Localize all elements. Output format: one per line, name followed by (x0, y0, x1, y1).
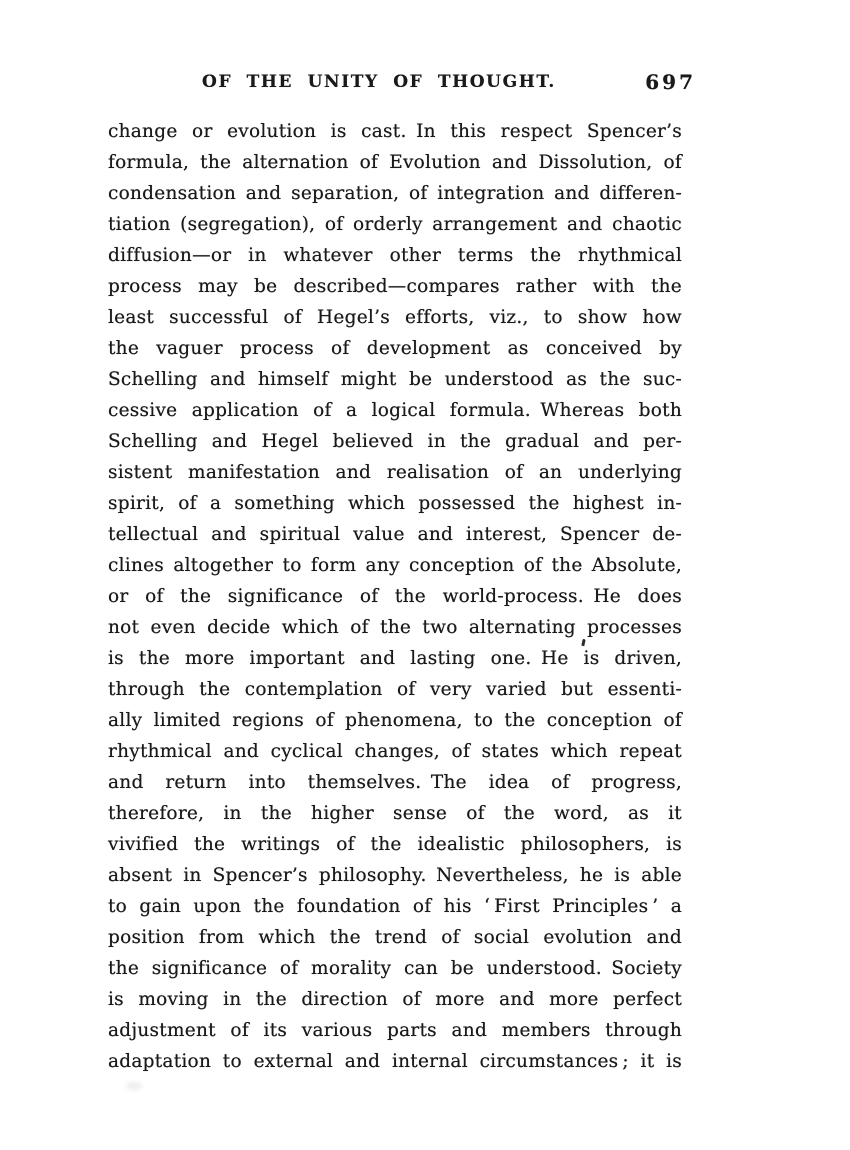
text-line: cessive application of a logical formula. Whereas both (108, 400, 682, 421)
text-line: to gain upon the foundation of his ‘ First Principles ’ a (108, 896, 682, 917)
text-line: tellectual and spiritual value and interest, Spencer de- (108, 524, 682, 545)
text-line: is the more important and lasting one. He is driven, (108, 648, 682, 669)
text-line: diffusion—or in whatever other terms the rhythmical (108, 245, 682, 266)
text-line: spirit, of a something which possessed the highest in- (108, 493, 682, 514)
text-line: ally limited regions of phenomena, to the conception of (108, 710, 682, 731)
text-line: and return into themselves. The idea of progress, (108, 772, 682, 793)
text-line: Schelling and himself might be understood as the suc- (108, 369, 682, 390)
text-line: process may be described—compares rather with the (108, 276, 682, 297)
text-line: position from which the trend of social evolution and (108, 927, 682, 948)
text-line: vivified the writings of the idealistic philosophers, is (108, 834, 682, 855)
text-line: condensation and separation, of integration and differen- (108, 183, 682, 204)
text-line: rhythmical and cyclical changes, of states which repeat (108, 741, 682, 762)
text-line: clines altogether to form any conception of the Absolute, (108, 555, 682, 576)
scan-smudge (126, 1082, 142, 1090)
text-line: therefore, in the higher sense of the word, as it (108, 803, 682, 824)
running-title: OF THE UNITY OF THOUGHT. (202, 72, 556, 92)
text-line: change or evolution is cast. In this respect Spencer’s (108, 121, 682, 142)
text-line: not even decide which of the two alternating processes (108, 617, 682, 638)
text-line: absent in Spencer’s philosophy. Nevertheless, he is able (108, 865, 682, 886)
text-line: the vaguer process of development as conceived by (108, 338, 682, 359)
text-line: or of the significance of the world-process. He does (108, 586, 682, 607)
text-line: least successful of Hegel’s efforts, viz., to show how (108, 307, 682, 328)
body-text (108, 116, 682, 1077)
text-line: tiation (segregation), of orderly arrangement and chaotic (108, 214, 682, 235)
text-line: Schelling and Hegel believed in the gradual and per- (108, 431, 682, 452)
text-line: through the contemplation of very varied but essenti- (108, 679, 682, 700)
text-line: formula, the alternation of Evolution and Dissolution, of (108, 152, 682, 173)
text-line: adjustment of its various parts and members through (108, 1020, 682, 1041)
text-line: is moving in the direction of more and more perfect (108, 989, 682, 1010)
text-line: adaptation to external and internal circumstances ; it is (108, 1051, 682, 1072)
text-line: the significance of morality can be understood. Society (108, 958, 682, 979)
page-number: 697 (645, 70, 696, 94)
running-head (108, 70, 696, 100)
text-line: sistent manifestation and realisation of an underlying (108, 462, 682, 483)
